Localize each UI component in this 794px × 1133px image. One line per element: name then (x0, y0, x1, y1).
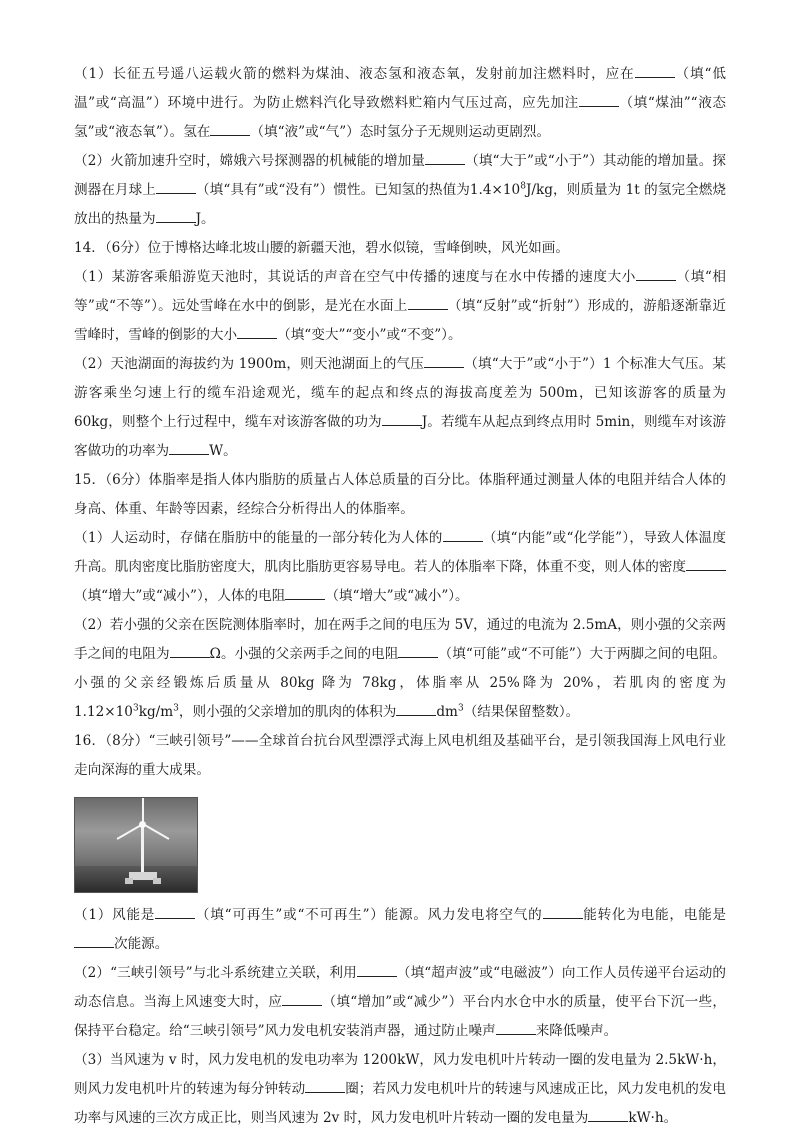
text: （填“低温”或“高温”）环境中进行。为防止燃料汽化导致燃料贮箱内气压过高，应先加注 (74, 66, 726, 111)
turbine-blade (142, 797, 144, 824)
text: 能转化为电能，电能是 (582, 907, 727, 923)
unit: kg/m (138, 704, 174, 720)
text: （结果保留整数）。 (463, 704, 580, 720)
q16-part3 (74, 1046, 726, 1133)
answer-blank[interactable] (357, 962, 397, 977)
text: （填“具有”或“没有”）惯性。已知氢的热值为 (195, 182, 470, 198)
question-stem: 15．（6分）体脂率是指人体内脂肪的质量占人体总质量的百分比。体脂秤通过测量人体的电阻并结合人体的身高、体重、年龄等因素，经综合分析得出人的体脂率。 (74, 472, 726, 517)
text: kW·h。 (628, 1110, 678, 1126)
answer-blank[interactable] (156, 208, 196, 223)
q15-intro (74, 466, 726, 524)
answer-blank[interactable] (74, 933, 114, 948)
text: （填“反射”或“折射”）形成的，游船逐渐靠近雪峰时，雪峰的倒影的大小 (74, 298, 727, 343)
q14-part2 (74, 350, 726, 466)
q14-intro (74, 234, 726, 263)
text: （填“相等”或“不等”）。远处雪峰在水中的倒影，是光在水面上 (74, 269, 726, 314)
platform-float (153, 878, 161, 884)
answer-blank[interactable] (210, 121, 250, 136)
text: Ω。小强的父亲两手之间的电阻 (209, 646, 399, 662)
text: ，则小强的父亲增加的肌肉的体积为 (178, 704, 397, 720)
answer-blank[interactable] (408, 295, 448, 310)
exponent: 8 (520, 181, 526, 192)
exponent: 3 (132, 703, 139, 714)
answer-blank[interactable] (170, 643, 210, 658)
answer-blank[interactable] (396, 701, 436, 716)
q13-part2 (74, 147, 726, 234)
q16-part2 (74, 959, 726, 1046)
q15-part1 (74, 524, 726, 611)
q13-part1 (74, 60, 726, 147)
turbine-blade (143, 823, 170, 840)
answer-blank[interactable] (686, 556, 726, 571)
text: J。 (195, 211, 215, 227)
answer-blank[interactable] (636, 266, 676, 281)
text: （填“增加”或“减少”）平台内水仓中水的质量，使平台下沉一些，保持平台稳定。给“三峡引领号”风力发电机安装消声器，通过防止噪声 (74, 994, 727, 1039)
answer-blank[interactable] (237, 324, 277, 339)
text: （1）风能是 (74, 907, 156, 923)
heat-value: 1.4×10 (469, 182, 521, 198)
answer-blank[interactable] (588, 1107, 628, 1122)
answer-blank[interactable] (496, 1020, 536, 1035)
q14-part1 (74, 263, 726, 350)
text: （填“大于”或“小于”）1 个标准大气压。某游客乘坐匀速上行的缆车沿途观光，缆车的起点和终点的海拔高度差为 500m，已知该游客的质量为 60kg，则整个上行过程中，缆车对该游客做的功为 (74, 356, 726, 430)
text: （1）长征五号遥八运载火箭的燃料为煤油、液态氢和液态氧，发射前加注燃料时，应在 (74, 66, 635, 82)
unit: J/kg (525, 182, 553, 198)
answer-blank[interactable] (382, 411, 422, 426)
question-stem: 16．（8分）“三峡引领号”——全球首台抗台风型漂浮式海上风电机组及基础平台，是引领我国海上风电行业走向深海的重大成果。 (74, 733, 726, 778)
text: （填“增大”或“减小”）。 (325, 588, 469, 604)
question-stem: 14．（6分）位于博格达峰北坡山腰的新疆天池，碧水似镜，雪峰倒映，风光如画。 (74, 240, 569, 256)
platform-float (125, 878, 133, 884)
text: （填“大于”或“小于”）其动能的增加量。探测器在月球上 (74, 153, 726, 198)
text: 圈；若风力发电机叶片的转速与风速成正比，风力发电机的发电功率与风速的三次方成正比，则当风速为 2v 时，风力发电机叶片转动一圈的发电量为 (74, 1081, 727, 1126)
text: ，则质量为 1t 的氢完全燃烧放出的热量为 (74, 182, 727, 227)
text: （填“煤油”“液态氢”或“液态氧”）。氢在 (74, 95, 726, 140)
answer-blank[interactable] (443, 527, 483, 542)
answer-blank[interactable] (579, 92, 619, 107)
density-value: 1.12×10 (74, 704, 133, 720)
answer-blank[interactable] (282, 991, 322, 1006)
wind-turbine-photo (74, 797, 198, 893)
answer-blank[interactable] (169, 440, 209, 455)
text: （填“内能”或“化学能”），导致人体温度升高。肌肉密度比脂肪密度大，肌肉比脂肪更容易导电。若人的体脂率下降，体重不变，则人体的密度 (74, 530, 726, 575)
unit: dm (436, 704, 458, 720)
answer-blank[interactable] (305, 1078, 345, 1093)
text: （2）天池湖面的海拔约为 1900m，则天池湖面上的气压 (74, 356, 425, 372)
answer-blank[interactable] (635, 63, 675, 78)
text: 次能源。 (114, 936, 169, 952)
text: （1）某游客乘船游览天池时，其说话的声音在空气中传播的速度与在水中传播的速度大小 (74, 269, 636, 285)
answer-blank[interactable] (285, 585, 325, 600)
text: （2）若小强的父亲在医院测体脂率时，加在两手之间的电压为 5V，通过的电流为 2.5mA，则小强的父亲两手之间的电阻为 (74, 617, 726, 662)
turbine-hub (139, 821, 146, 828)
turbine-tower (141, 824, 144, 876)
exponent: 3 (457, 703, 464, 714)
answer-blank[interactable] (543, 904, 583, 919)
answer-blank[interactable] (155, 904, 195, 919)
answer-blank[interactable] (425, 150, 465, 165)
exponent: 3 (173, 703, 179, 714)
text: （1）人运动时，存储在脂肪中的能量的一部分转化为人体的 (74, 530, 443, 546)
text: （填“变大”“变小”或“不变”）。 (277, 327, 462, 343)
text: （2）“三峡引领号”与北斗系统建立关联，利用 (74, 965, 357, 981)
text: （填“液”或“气”）态时氢分子无规则运动更剧烈。 (250, 124, 551, 140)
exam-page (74, 60, 726, 1133)
text: W。 (209, 443, 237, 459)
text: （填“可再生”或“不可再生”）能源。风力发电将空气的 (195, 907, 543, 923)
text: （3）当风速为 v 时，风力发电机的发电功率为 1200kW，风力发电机叶片转动一圈的发电量为 2.5kW·h，则风力发电机叶片的转速为每分钟转动 (74, 1052, 726, 1097)
text: （填“超声波”或“电磁波”）向工作人员传递平台运动的动态信息。当海上风速变大时，应 (74, 965, 727, 1010)
q16-part1 (74, 901, 726, 959)
answer-blank[interactable] (156, 179, 196, 194)
text: （填“增大”或“减小”），人体的电阻 (74, 588, 286, 604)
text: 来降低噪声。 (535, 1023, 618, 1039)
q16-intro (74, 727, 726, 785)
answer-blank[interactable] (424, 353, 464, 368)
text: （填“可能”或“不可能”）大于两脚之间的电阻。小强的父亲经锻炼后质量从 80kg 降为 78kg，体脂率从 25%降为 20%，若肌肉的密度为 (74, 646, 727, 691)
answer-blank[interactable] (398, 643, 438, 658)
text: J。若缆车从起点到终点用时 5min，则缆车对该游客做功的功率为 (74, 414, 726, 459)
text: （2）火箭加速升空时，嫦娥六号探测器的机械能的增加量 (74, 153, 426, 169)
q15-part2 (74, 611, 726, 727)
